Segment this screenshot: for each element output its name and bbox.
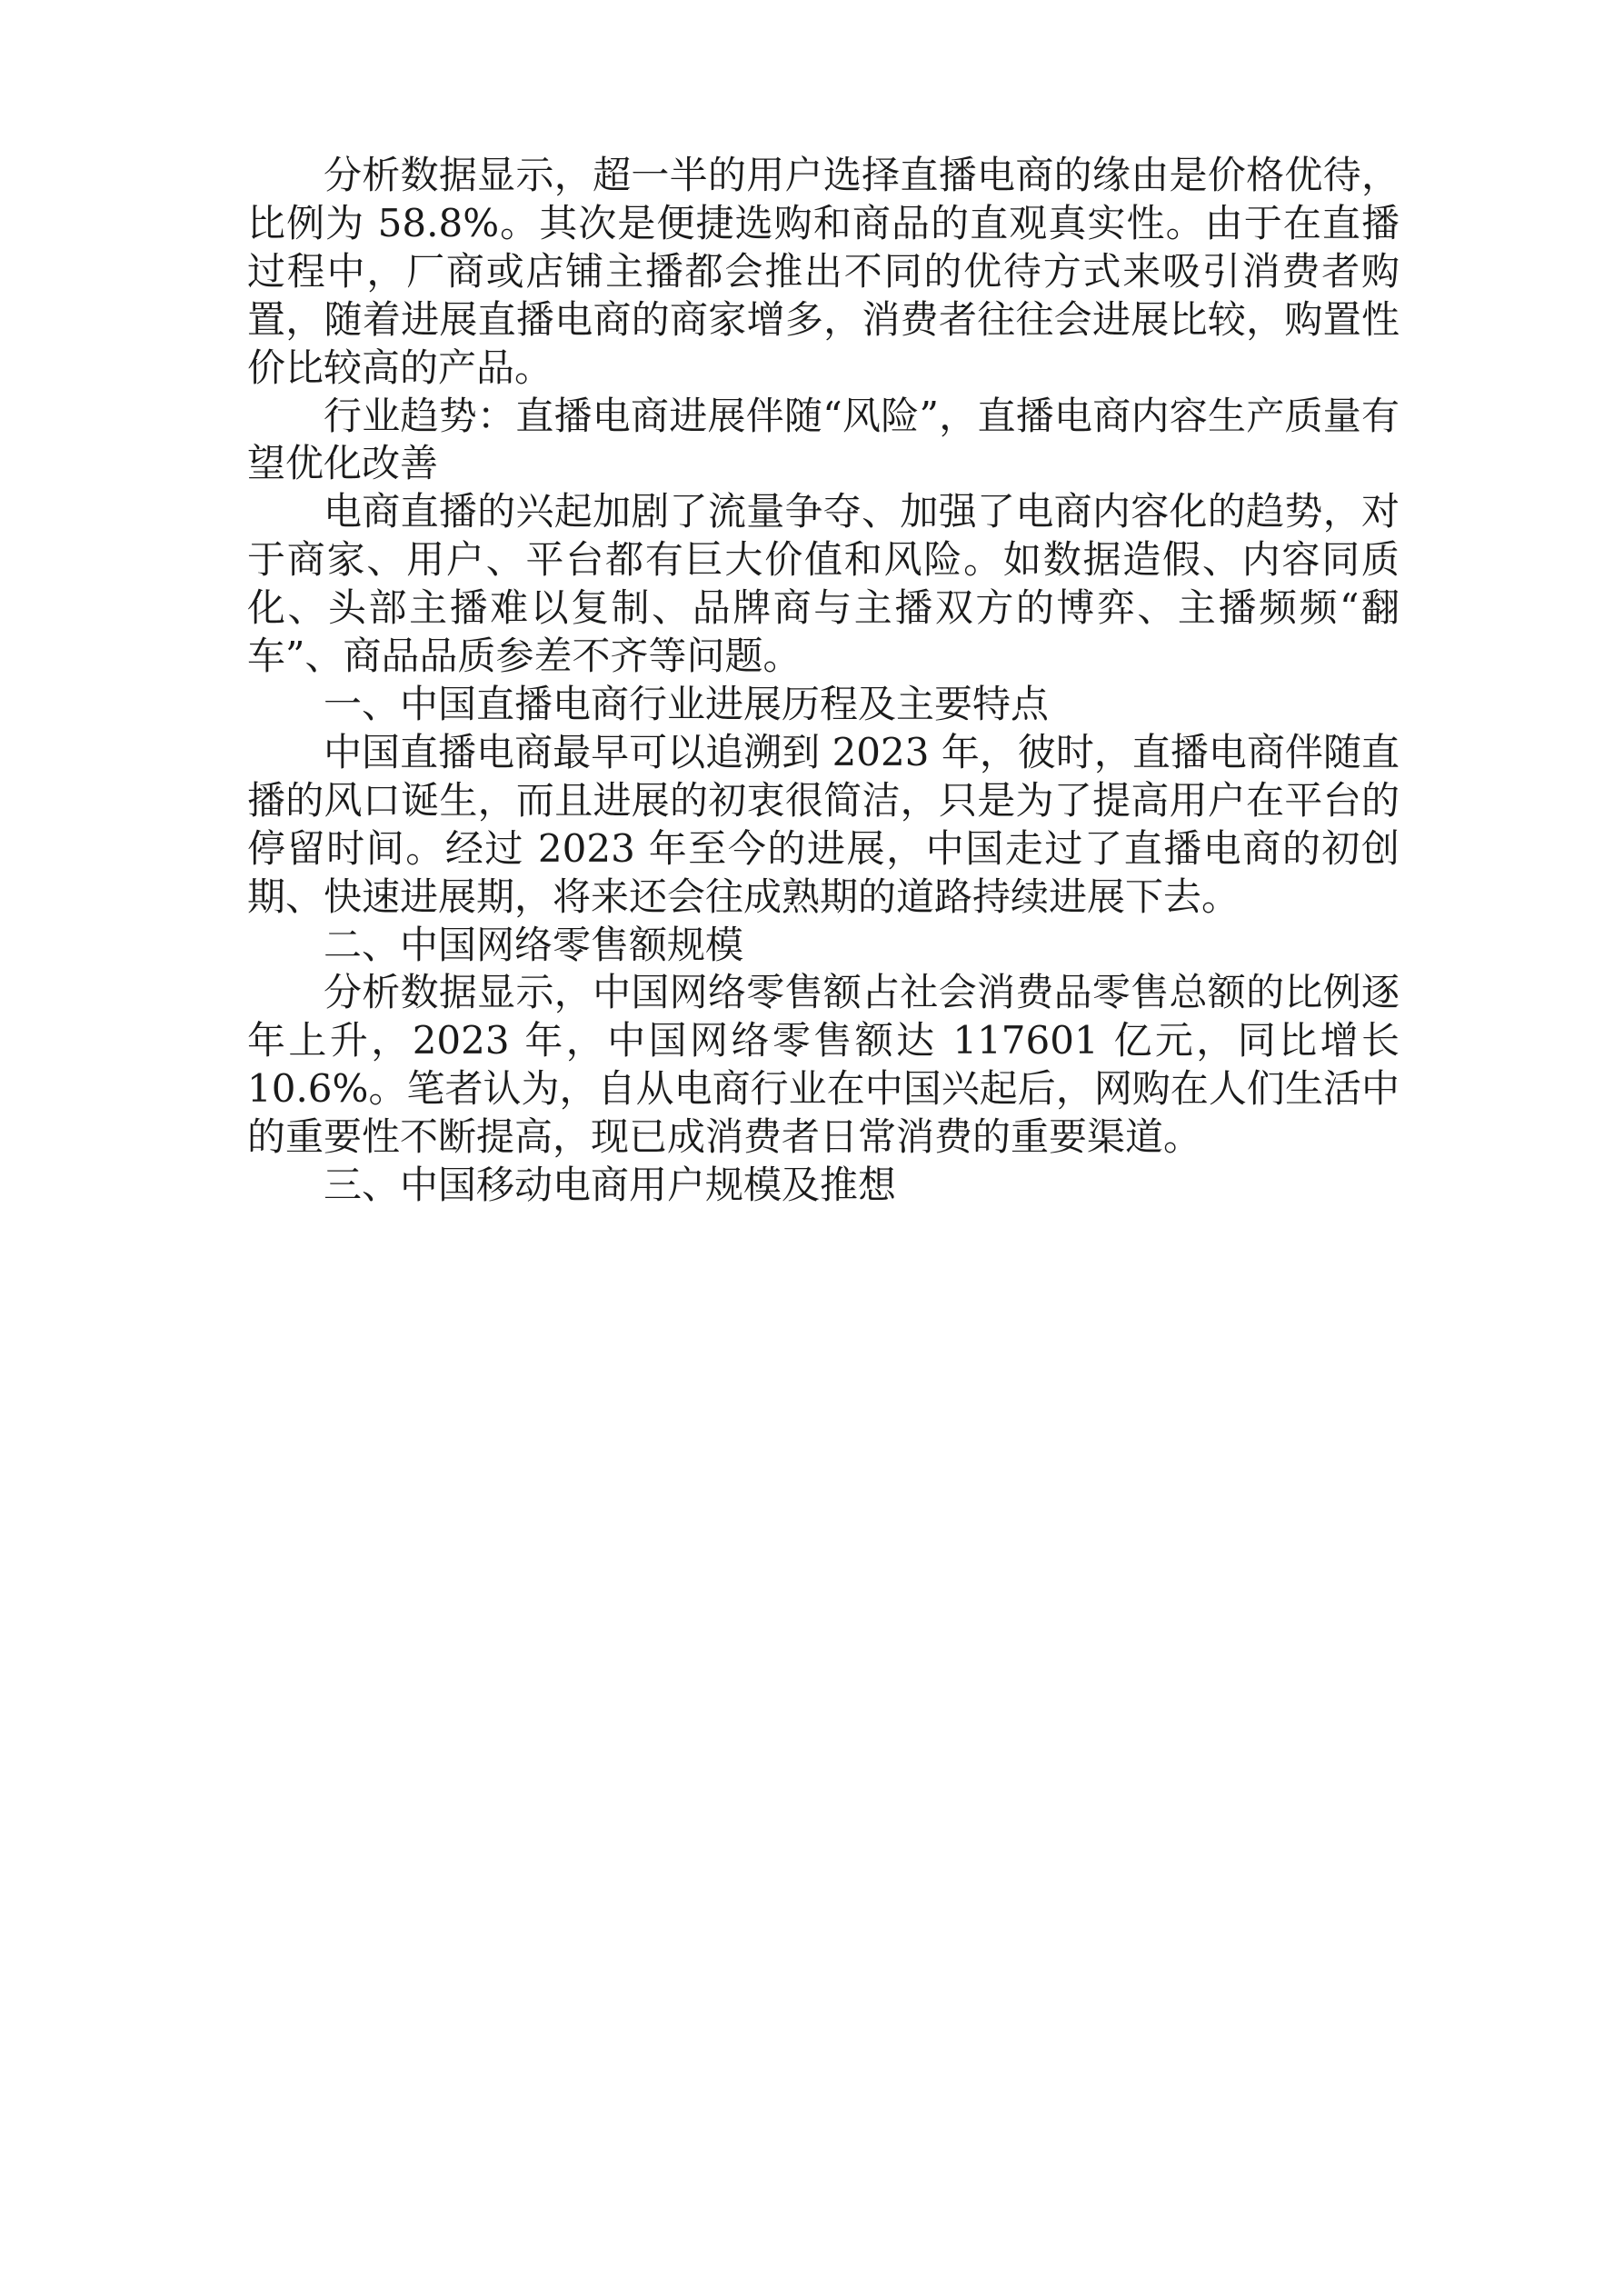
section-heading-2: 二、中国网络零售额规模 bbox=[324, 922, 744, 967]
section-heading-1: 一、中国直播电商行业进展历程及主要特点 bbox=[324, 681, 1050, 726]
document-body bbox=[247, 152, 1400, 1210]
paragraph-live-streaming-risks: 电商直播的兴起加剧了流量争夺、加强了电商内容化的趋势，对于商家、用户、平台都有巨大价值和风险。如数据造假、内容同质化、头部主播难以复制、品牌商与主播双方的博弈、主播频频“翻车”、商品品质参差不齐等问题。 bbox=[247, 489, 1400, 679]
section-heading-3: 三、中国移动电商用户规模及推想 bbox=[324, 1163, 897, 1208]
paragraph-industry-trend-heading: 行业趋势：直播电商进展伴随“风险”，直播电商内容生产质量有望优化改善 bbox=[247, 393, 1400, 486]
paragraph-development-history: 中国直播电商最早可以追溯到 2023 年，彼时，直播电商伴随直播的风口诞生，而且进展的初衷很简洁，只是为了提高用户在平台的停留时间。经过 2023 年至今的进展，中国走过了直播电商的初创期、快速进展期，将来还会往成熟期的道路持续进展下去。 bbox=[247, 729, 1400, 919]
paragraph-price-advantage: 分析数据显示，超一半的用户选择直播电商的缘由是价格优待，比例为 58.8%。其次是便捷选购和商品的直观真实性。由于在直播过程中，厂商或店铺主播都会推出不同的优待方式来吸引消费者购置，随着进展直播电商的商家增多，消费者往往会进展比较，购置性价比较高的产品。 bbox=[247, 153, 1400, 390]
paragraph-online-retail-scale: 分析数据显示，中国网络零售额占社会消费品零售总额的比例逐年上升，2023 年，中国网络零售额达 117601 亿元，同比增长 10.6%。笔者认为，自从电商行业在中国兴起后，网购在人们生活中的重要性不断提高，现已成消费者日常消费的重要渠道。 bbox=[247, 970, 1400, 1160]
